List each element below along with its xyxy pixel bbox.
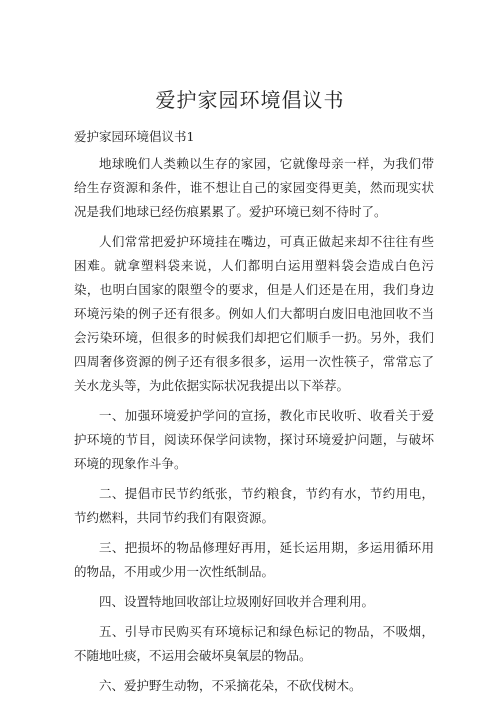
document-subtitle: 爱护家园环境倡议书1 [74,129,195,144]
document-body [74,152,434,704]
paragraph-item-6: 六、爱护野生动物，不采摘花朵，不砍伐树木。 [99,678,362,693]
document-title: 爱护家园环境倡议书 [155,88,345,112]
paragraph-background: 人们常常把爱护环境挂在嘴边，可真正做起来却不往往有些困难。就拿塑料袋来说，人们都明白运用塑料袋会造成白色污染，也明白国家的限塑令的要求，但是人们还是在用，我们身边环境污染的例子还有很多。例如人们大都明白废旧电池回收不当会污染环境，但很多的时候我们却把它们顺手一扔。另外，我们四周奢侈资源的例子还有很多很多，运用一次性筷子，常常忘了关水龙头等，为此依据实际状况我提出以下举荐。 [74,234,434,393]
paragraph-item-2: 二、提倡市民节约纸张，节约粮食，节约有水，节约用电，节约燃料，共同节约我们有限资源。 [74,486,434,525]
paragraph-item-5: 五、引导市民购买有环境标记和绿色标记的物品，不吸烟，不随地吐痰，不运用会破坏臭氧层的物品。 [74,624,434,663]
paragraph-item-3: 三、把损坏的物品修理好再用，延长运用期，多运用循环用的物品，不用或少用一次性纸制品。 [74,540,434,579]
paragraph-item-4: 四、设置特地回收部让垃圾刚好回收并合理利用。 [99,594,375,609]
paragraph-intro: 地球晚们人类赖以生存的家园，它就像母亲一样，为我们带给生存资源和条件，谁不想让自己的家园变得更美，然而现实状况是我们地球已经伤痕累累了。爱护环境已刻不待时了。 [74,156,434,219]
paragraph-item-1: 一、加强环境爱护学问的宣扬，教化市民收听、收看关于爱护环境的节目，阅读环保学问读物，探讨环境爱护问题，与破坏环境的现象作斗争。 [74,408,434,471]
